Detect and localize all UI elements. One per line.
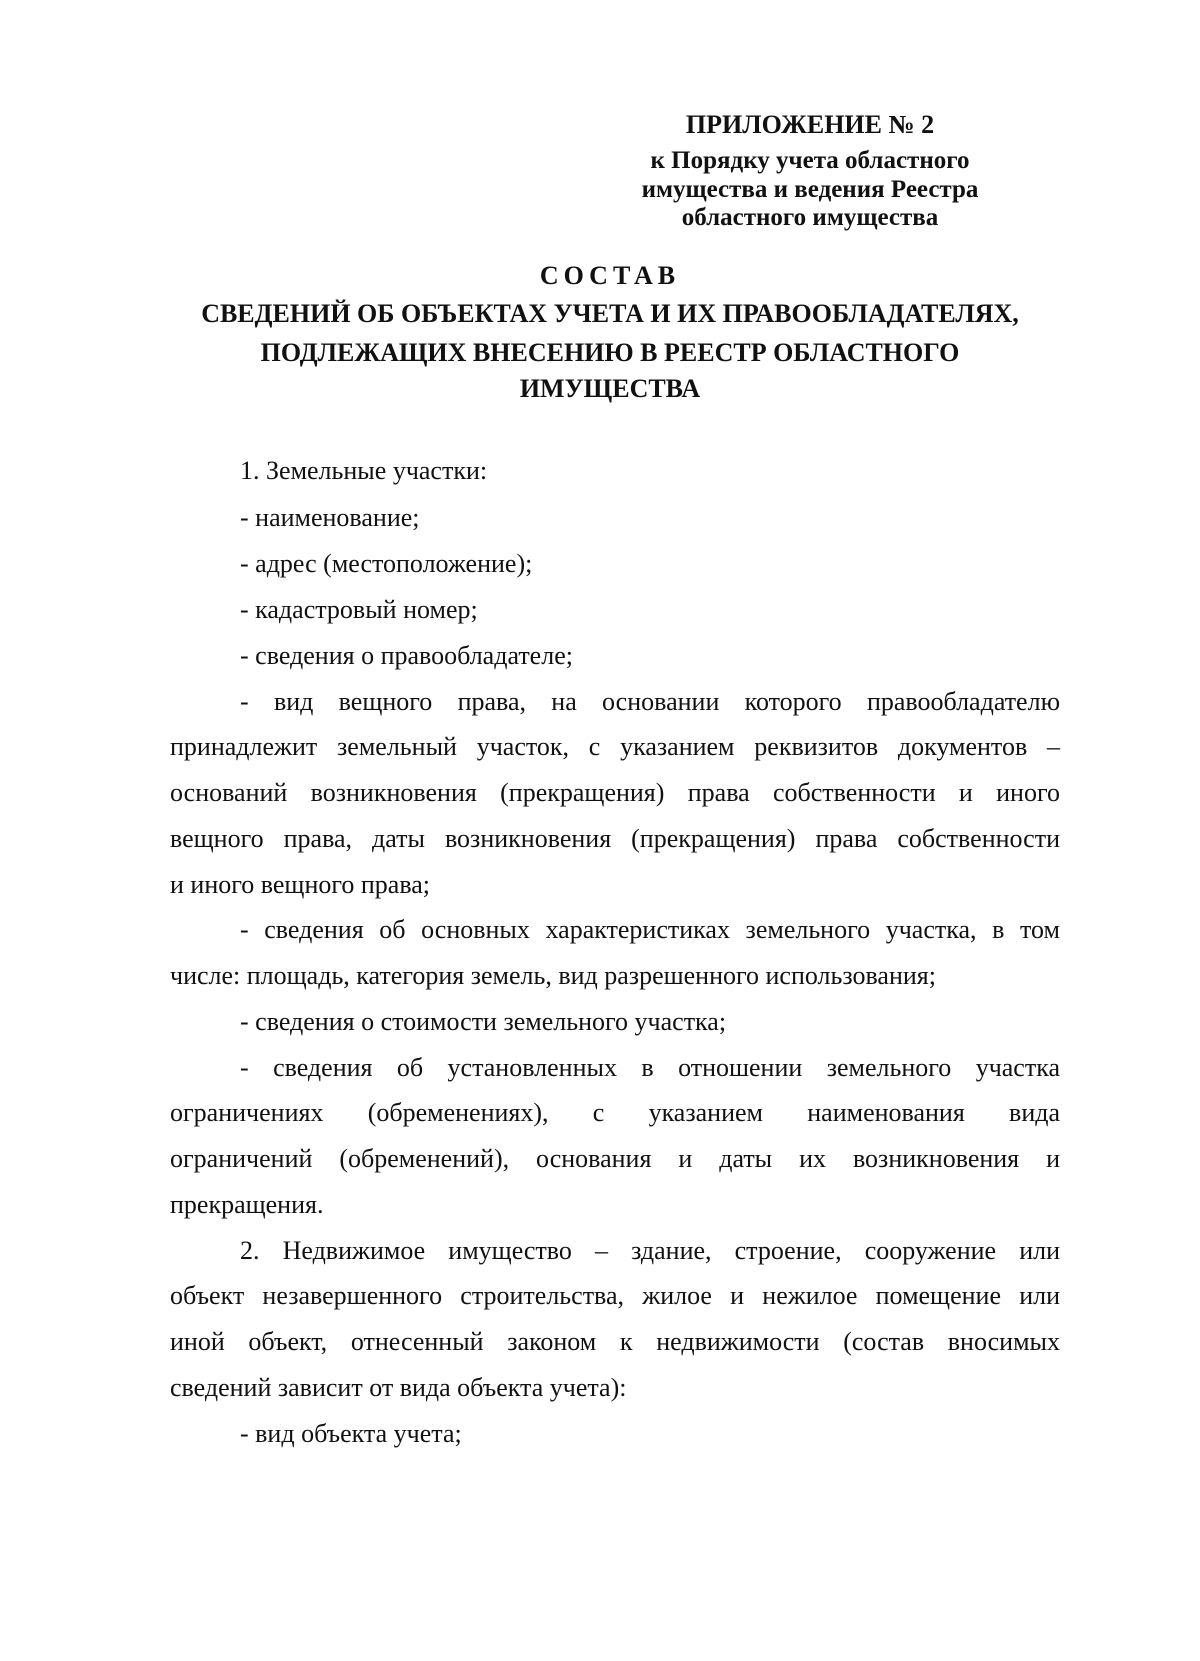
paragraph-line: числе: площадь, категория земель, вид разрешенного использования; — [170, 961, 936, 990]
list-item: - сведения о правообладателе; — [240, 641, 573, 670]
paragraph-line: - сведения об основных характеристиках земельного участка, в том — [240, 915, 1060, 944]
paragraph-line: прекращения. — [170, 1190, 324, 1219]
heading-line: СВЕДЕНИЙ ОБ ОБЪЕКТАХ УЧЕТА И ИХ ПРАВООБЛАДАТЕЛЯХ, — [201, 299, 1019, 328]
paragraph-line: ограничениях (обременениях), с указанием наименования вида — [170, 1098, 1060, 1127]
paragraph-line: принадлежит земельный участок, с указанием реквизитов документов – — [170, 732, 1060, 761]
paragraph-line: вещного права, даты возникновения (прекращения) права собственности — [170, 824, 1060, 853]
paragraph-line: - сведения об установленных в отношении земельного участка — [240, 1053, 1060, 1082]
section-2-line: объект незавершенного строительства, жилое и нежилое помещение или — [170, 1281, 1060, 1310]
list-item: - кадастровый номер; — [240, 595, 478, 624]
appendix-subtitle-line: к Порядку учета областного — [650, 147, 970, 174]
appendix-subtitle-line: областного имущества — [681, 204, 939, 231]
list-item: - наименование; — [240, 503, 420, 532]
section-1-title: 1. Земельные участки: — [240, 456, 488, 485]
list-item: - адрес (местоположение); — [240, 549, 533, 578]
paragraph-line: - сведения о стоимости земельного участка; — [240, 1007, 727, 1036]
heading-line: ПОДЛЕЖАЩИХ ВНЕСЕНИЮ В РЕЕСТР ОБЛАСТНОГО — [260, 338, 960, 367]
paragraph-line: ограничений (обременений), основания и даты их возникновения и — [170, 1144, 1060, 1173]
section-2-line: иной объект, отнесенный законом к недвижимости (состав вносимых — [170, 1327, 1060, 1356]
paragraph-line: оснований возникновения (прекращения) права собственности и иного — [170, 778, 1060, 807]
heading-word: СОСТАВ — [539, 261, 681, 290]
appendix-subtitle-line: имущества и ведения Реестра — [641, 176, 979, 203]
appendix-title: ПРИЛОЖЕНИЕ № 2 — [685, 110, 935, 139]
list-item: - вид объекта учета; — [240, 1419, 462, 1448]
paragraph-line: - вид вещного права, на основании которого правообладателю — [240, 687, 1060, 716]
section-2-line: 2. Недвижимое имущество – здание, строение, сооружение или — [240, 1236, 1060, 1265]
section-2-line: сведений зависит от вида объекта учета): — [170, 1373, 627, 1402]
paragraph-line: и иного вещного права; — [170, 870, 431, 899]
heading-line: ИМУЩЕСТВА — [519, 374, 701, 403]
